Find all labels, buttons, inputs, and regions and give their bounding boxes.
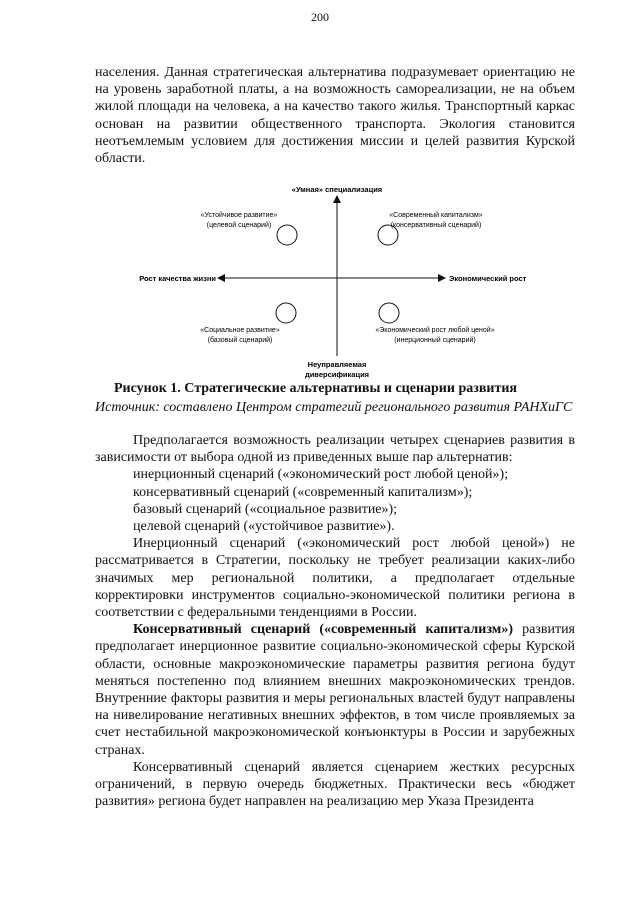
axis-label-left: Рост качества жизни xyxy=(139,274,216,283)
paragraph-conservative-lead: Консервативный сценарий («современный капитализм») xyxy=(133,622,513,638)
quadrant-bottom-left-name: «Социальное развитие» xyxy=(200,327,280,334)
scenario-circle-bottom-left xyxy=(276,303,296,323)
quadrant-top-right-sub: (консервативный сценарий) xyxy=(390,222,482,229)
paragraph-intro: населения. Данная стратегическая альтернатива подразумевает ориентацию не на уровень заработной платы, а на возможность самореализации, не на объем жилой площади на человека, а на качество такого жилья. Транспортный каркас основан на развитии общественного транспорта. Экология становится неотъемлемым условием для достижения миссии и целей развития Курской области. xyxy=(95,65,575,167)
quadrant-top-left-name: «Устойчивое развитие» xyxy=(200,212,278,219)
quadrant-bottom-left-sub: (базовый сценарий) xyxy=(207,337,273,344)
axis-label-top: «Умная» специализация xyxy=(291,185,383,194)
diagram-canvas xyxy=(100,182,560,382)
quadrant-top-right-name: «Современный капитализм» xyxy=(389,212,483,219)
figure-source: Источник: составлено Центром стратегий регионального развития РАНХиГС xyxy=(95,400,573,415)
list-item: базовый сценарий («социальное развитие»); xyxy=(133,501,398,517)
paragraph-conservative xyxy=(95,621,575,759)
quadrant-top-left-sub: (целевой сценарий) xyxy=(206,222,272,229)
axis-label-right: Экономический рост xyxy=(449,274,527,283)
scenario-circle-bottom-right xyxy=(379,303,399,323)
paragraph-inertial: Инерционный сценарий («экономический рост любой ценой») не рассматривается в Стратегии, поскольку не требует реализации каких-либо значимых мер региональной политики, а предполагает отдельные корректировки инструментов социально-экономической политики региона в соответствии с федеральными тенденциями в России. xyxy=(95,536,575,621)
quadrant-bottom-right-name: «Экономический рост любой ценой» xyxy=(375,327,495,334)
list-item: инерционный сценарий («экономический рост любой ценой»); xyxy=(133,467,509,483)
intro-section xyxy=(95,64,575,167)
paragraph-conservative-text: развития предполагает инерционное развитие социально-экономической сферы Курской области, основные макроэкономические параметры развития региона будут меняться постепенно под влиянием внешних макроэкономических трендов. Внутренние факторы развития и меры региональных властей будут направлены на нивелирование негативных внешних эффектов, в том числе проявляемых за счет нестабильной макроэкономической конъюнктуры в России и зарубежных странах. xyxy=(95,622,575,758)
paragraph-budget: Консервативный сценарий является сценарием жестких ресурсных ограничений, в первую очередь бюджетных. Практически весь «бюджет развития» региона будет направлен на реализацию мер Указа Президента xyxy=(95,759,575,810)
scenario-circle-top-right xyxy=(378,225,398,245)
scenario-circle-top-left xyxy=(277,225,297,245)
scenario-diagram xyxy=(100,182,560,382)
page-number: 200 xyxy=(311,10,329,24)
body-section xyxy=(95,432,575,810)
figure-caption: Рисунок 1. Стратегические альтернативы и сценарии развития xyxy=(114,381,517,396)
list-item: консервативный сценарий («современный капитализм»); xyxy=(133,484,473,500)
axis-label-bottom-line2: диверсификация xyxy=(304,370,370,379)
quadrant-bottom-right-sub: (инерционный сценарий) xyxy=(394,337,476,344)
list-item: целевой сценарий («устойчивое развитие»). xyxy=(133,519,395,535)
paragraph-scenarios-intro: Предполагается возможность реализации четырех сценариев развития в зависимости от выбора одной из приведенных выше пар альтернатив: xyxy=(95,433,575,466)
axis-label-bottom-line1: Неуправляемая xyxy=(307,360,367,369)
